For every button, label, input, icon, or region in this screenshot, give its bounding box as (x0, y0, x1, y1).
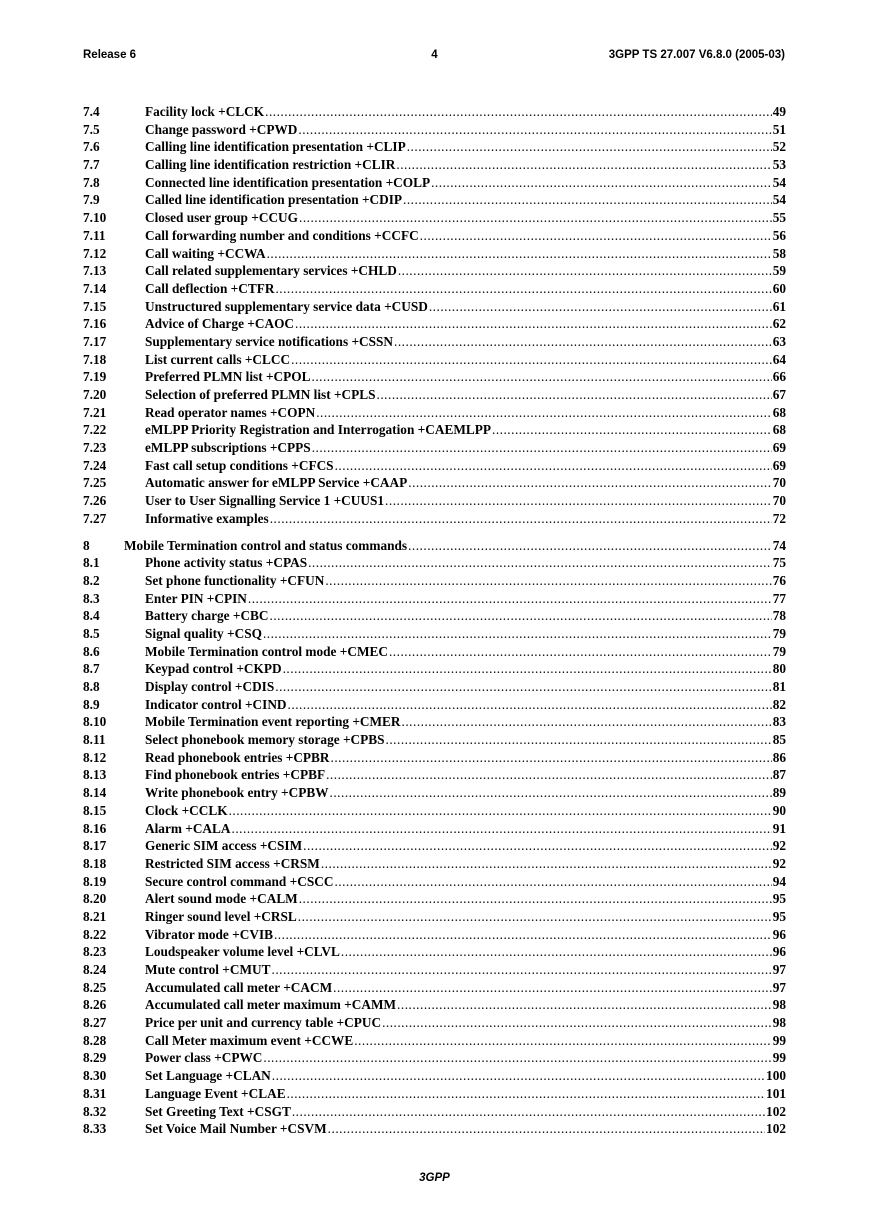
toc-entry-title: Mobile Termination control and status commands (124, 537, 408, 553)
toc-entry-title: Call deflection +CTFR (145, 280, 275, 296)
toc-dot-leader (312, 439, 772, 457)
toc-dot-leader (265, 103, 772, 121)
toc-entry-page: 92 (772, 855, 786, 871)
toc-entry-number: 8.32 (83, 1103, 107, 1119)
toc-entry-number: 8.27 (83, 1015, 107, 1031)
toc-entry-number: 8.4 (83, 608, 100, 624)
toc-entry[interactable] (83, 873, 786, 891)
toc-entry[interactable] (83, 572, 786, 590)
toc-entry-page: 70 (772, 475, 786, 491)
toc-entry-page: 52 (772, 139, 786, 155)
toc-entry-page: 91 (772, 820, 786, 836)
toc-entry-page: 96 (772, 944, 786, 960)
toc-entry[interactable] (83, 802, 786, 820)
table-of-contents (83, 103, 786, 1138)
toc-entry[interactable] (83, 749, 786, 767)
toc-entry[interactable] (83, 386, 786, 404)
toc-entry-page: 89 (772, 785, 786, 801)
toc-dot-leader (394, 333, 772, 351)
toc-entry-page: 59 (772, 263, 786, 279)
toc-entry-number: 8 (83, 537, 90, 553)
toc-entry-number: 8.28 (83, 1032, 107, 1048)
toc-entry-title: Display control +CDIS (145, 679, 275, 694)
toc-entry-title: Language Event +CLAE (145, 1085, 286, 1101)
toc-dot-leader (407, 138, 772, 156)
toc-entry-page: 102 (766, 1121, 786, 1137)
toc-dot-leader (403, 191, 772, 209)
toc-entry[interactable] (83, 607, 786, 625)
toc-entry-title: Mobile Termination event reporting +CMER (145, 714, 401, 730)
toc-dot-leader (270, 510, 772, 528)
toc-entry-title: Loudspeaker volume level +CLVL (145, 944, 340, 960)
toc-entry-page: 49 (772, 104, 786, 119)
toc-entry-title: List current calls +CLCC (145, 351, 291, 367)
toc-entry-number: 7.4 (83, 104, 100, 119)
toc-entry-page: 51 (772, 121, 786, 137)
toc-entry[interactable] (83, 590, 786, 608)
toc-dot-leader (341, 943, 772, 961)
toc-entry-number: 8.26 (83, 997, 107, 1013)
toc-dot-leader (291, 351, 772, 369)
toc-entry-number: 8.3 (83, 590, 100, 606)
toc-entry-title: Enter PIN +CPIN (145, 590, 247, 606)
toc-entry-page: 78 (772, 608, 786, 624)
toc-entry-page: 96 (772, 926, 786, 942)
toc-dot-leader (292, 1103, 765, 1121)
toc-dot-leader (267, 245, 772, 263)
toc-entry-title: Find phonebook entries +CPBF (145, 767, 326, 783)
toc-dot-leader (377, 386, 772, 404)
toc-dot-leader (408, 474, 771, 492)
toc-entry[interactable] (83, 855, 786, 873)
toc-entry-title: Accumulated call meter +CACM (145, 979, 333, 995)
toc-entry-page: 98 (772, 1015, 786, 1031)
toc-entry-page: 102 (766, 1103, 786, 1119)
toc-entry-title: Closed user group +CCUG (145, 210, 298, 226)
toc-dot-leader (335, 457, 772, 475)
toc-entry[interactable] (83, 554, 786, 572)
toc-entry-number: 7.24 (83, 457, 107, 473)
toc-entry-title: Preferred PLMN list +CPOL (145, 369, 311, 385)
toc-entry[interactable] (83, 731, 786, 749)
toc-entry[interactable] (83, 492, 786, 510)
toc-entry-number: 8.15 (83, 802, 107, 818)
toc-entry-title: Secure control command +CSCC (145, 873, 334, 889)
toc-entry-number: 8.29 (83, 1050, 107, 1066)
toc-entry-page: 68 (772, 404, 786, 420)
toc-entry-number: 8.24 (83, 962, 107, 977)
toc-entry[interactable] (83, 510, 786, 528)
toc-dot-leader (288, 696, 772, 714)
toc-entry[interactable] (83, 138, 786, 156)
toc-entry-title: Facility lock +CLCK (145, 104, 265, 119)
toc-entry-title: Keypad control +CKPD (145, 661, 282, 677)
toc-entry-number: 8.33 (83, 1121, 107, 1137)
toc-dot-leader (389, 643, 772, 661)
toc-entry[interactable] (83, 103, 786, 121)
toc-entry-title: Write phonebook entry +CPBW (145, 785, 329, 801)
toc-entry-page: 69 (772, 440, 786, 456)
toc-dot-leader (330, 784, 772, 802)
toc-entry-title: Informative examples (145, 510, 269, 526)
toc-entry-number: 8.20 (83, 891, 107, 907)
toc-entry[interactable] (83, 121, 786, 139)
toc-entry-number: 7.10 (83, 210, 107, 226)
toc-entry[interactable] (83, 421, 786, 439)
toc-entry-number: 8.18 (83, 855, 107, 871)
header-spec-id: 3GPP TS 27.007 V6.8.0 (2005-03) (608, 49, 785, 61)
toc-dot-leader (386, 731, 772, 749)
toc-entry[interactable] (83, 227, 786, 245)
toc-entry-title: Fast call setup conditions +CFCS (145, 457, 334, 473)
toc-entry-title: Set Language +CLAN (145, 1068, 271, 1084)
toc-entry[interactable] (83, 625, 786, 643)
toc-entry[interactable] (83, 908, 786, 926)
toc-entry[interactable] (83, 280, 786, 298)
toc-dot-leader (232, 820, 772, 838)
toc-dot-leader (308, 554, 772, 572)
toc-entry-page: 86 (772, 749, 786, 765)
toc-entry-number: 7.12 (83, 245, 107, 261)
toc-entry-number: 7.20 (83, 387, 107, 402)
toc-entry-number: 7.15 (83, 298, 107, 314)
toc-entry-title: Select phonebook memory storage +CPBS (145, 732, 385, 748)
toc-entry-page: 54 (772, 192, 786, 208)
toc-entry-number: 8.16 (83, 820, 107, 836)
toc-entry-page: 70 (772, 493, 786, 509)
toc-entry-page: 100 (766, 1068, 786, 1084)
toc-dot-leader (398, 262, 772, 280)
toc-entry[interactable] (83, 837, 786, 855)
toc-entry-number: 7.22 (83, 422, 107, 438)
toc-entry-page: 74 (772, 537, 786, 553)
toc-dot-leader (283, 660, 772, 678)
toc-entry-number: 8.17 (83, 838, 107, 854)
toc-entry-title: Read operator names +COPN (145, 404, 316, 420)
toc-entry-page: 60 (772, 280, 786, 296)
toc-dot-leader (354, 1032, 771, 1050)
toc-entry-title: Phone activity status +CPAS (145, 555, 308, 571)
toc-entry[interactable] (83, 696, 786, 714)
toc-entry-page: 75 (772, 555, 786, 571)
toc-entry-number: 8.31 (83, 1085, 107, 1101)
toc-entry-title: Vibrator mode +CVIB (145, 926, 273, 942)
toc-entry-title: Signal quality +CSQ (145, 625, 262, 641)
toc-dot-leader (420, 227, 772, 245)
toc-entry-title: Change password +CPWD (145, 121, 298, 137)
toc-entry-title: Generic SIM access +CSIM (145, 838, 303, 854)
toc-entry-number: 7.19 (83, 369, 107, 385)
toc-entry-title: Indicator control +CIND (145, 696, 287, 712)
toc-entry-title: Call waiting +CCWA (145, 245, 266, 261)
toc-dot-leader (274, 926, 772, 944)
toc-entry-page: 67 (772, 387, 786, 402)
toc-entry-title: Call related supplementary services +CHLD (145, 263, 397, 279)
header-page-number: 4 (431, 49, 438, 61)
toc-entry-title: Selection of preferred PLMN list +CPLS (145, 387, 376, 402)
toc-entry-number: 8.1 (83, 555, 100, 571)
toc-entry-number: 8.6 (83, 643, 100, 659)
toc-entry-page: 85 (772, 732, 786, 748)
toc-dot-leader (396, 156, 771, 174)
toc-entry[interactable] (83, 457, 786, 475)
toc-entry-title: Clock +CCLK (145, 802, 228, 818)
toc-entry[interactable] (83, 820, 786, 838)
toc-entry-title: Ringer sound level +CRSL (145, 908, 297, 924)
toc-entry[interactable] (83, 784, 786, 802)
toc-entry[interactable] (83, 1085, 786, 1103)
toc-dot-leader (275, 280, 771, 298)
toc-entry[interactable] (83, 439, 786, 457)
toc-entry[interactable] (83, 713, 786, 731)
toc-entry[interactable] (83, 979, 786, 997)
toc-entry-title: Automatic answer for eMLPP Service +CAAP (145, 475, 408, 491)
toc-entry-page: 66 (772, 369, 786, 385)
toc-entry-page: 94 (772, 873, 786, 889)
toc-dot-leader (328, 1120, 765, 1138)
toc-entry-page: 83 (772, 714, 786, 730)
toc-entry-number: 7.6 (83, 139, 100, 155)
toc-dot-leader (272, 961, 772, 979)
toc-entry-page: 55 (772, 210, 786, 226)
toc-entry-number: 7.26 (83, 493, 107, 509)
toc-entry[interactable] (83, 1067, 786, 1085)
toc-dot-leader (263, 1049, 771, 1067)
toc-entry[interactable] (83, 996, 786, 1014)
toc-entry-page: 69 (772, 457, 786, 473)
toc-entry-title: Set Greeting Text +CSGT (145, 1103, 291, 1119)
toc-entry[interactable] (83, 1032, 786, 1050)
toc-dot-leader (299, 209, 772, 227)
toc-entry-title: eMLPP subscriptions +CPPS (145, 440, 311, 456)
toc-entry-page: 90 (772, 802, 786, 818)
toc-entry-title: Set Voice Mail Number +CSVM (145, 1121, 327, 1137)
toc-entry-number: 8.19 (83, 873, 107, 889)
toc-dot-leader (397, 996, 772, 1014)
toc-entry[interactable] (83, 298, 786, 316)
toc-entry-title: eMLPP Priority Registration and Interrogation +CAEMLPP (145, 422, 491, 438)
toc-entry[interactable] (83, 1049, 786, 1067)
toc-dot-leader (248, 590, 772, 608)
toc-entry-page: 98 (772, 997, 786, 1013)
toc-dot-leader (331, 749, 772, 767)
toc-dot-leader (316, 404, 772, 422)
toc-dot-leader (295, 315, 772, 333)
toc-dot-leader (303, 837, 772, 855)
toc-dot-leader (402, 713, 772, 731)
toc-entry-page: 95 (772, 891, 786, 907)
toc-entry-title: Mute control +CMUT (145, 962, 271, 977)
toc-dot-leader (298, 121, 771, 139)
toc-entry-number: 7.8 (83, 174, 100, 190)
toc-entry[interactable] (83, 368, 786, 386)
toc-entry-number: 8.9 (83, 696, 100, 712)
toc-entry[interactable] (83, 351, 786, 369)
toc-entry-page: 64 (772, 351, 786, 367)
toc-entry-page: 62 (772, 316, 786, 332)
toc-entry-page: 79 (772, 643, 786, 659)
toc-dot-leader (312, 368, 772, 386)
toc-entry-title: Read phonebook entries +CPBR (145, 749, 330, 765)
toc-entry-page: 99 (772, 1050, 786, 1066)
toc-entry-page: 63 (772, 333, 786, 349)
toc-entry-title: Alert sound mode +CALM (145, 891, 298, 907)
toc-entry[interactable] (83, 315, 786, 333)
toc-entry-title: Battery charge +CBC (145, 608, 269, 624)
toc-entry-title: Set phone functionality +CFUN (145, 572, 325, 588)
toc-dot-leader (298, 908, 772, 926)
toc-entry-page: 97 (772, 979, 786, 995)
toc-entry[interactable] (83, 766, 786, 784)
toc-entry-number: 8.12 (83, 749, 107, 765)
toc-entry-page: 101 (766, 1085, 786, 1101)
toc-entry-page: 87 (772, 767, 786, 783)
toc-entry-title: Supplementary service notifications +CSSN (145, 333, 394, 349)
toc-entry-number: 7.18 (83, 351, 107, 367)
toc-entry-page: 95 (772, 908, 786, 924)
toc-entry[interactable] (83, 660, 786, 678)
toc-dot-leader (299, 890, 772, 908)
toc-dot-leader (263, 625, 772, 643)
toc-entry-page: 58 (772, 245, 786, 261)
toc-entry-title: Unstructured supplementary service data +CUSD (145, 298, 428, 314)
toc-entry-number: 7.7 (83, 157, 100, 173)
footer-3gpp: 3GPP (419, 1172, 450, 1184)
toc-dot-leader (431, 174, 772, 192)
toc-entry-number: 7.27 (83, 510, 107, 526)
toc-entry-page: 56 (772, 227, 786, 243)
toc-entry-page: 79 (772, 625, 786, 641)
toc-entry-number: 8.13 (83, 767, 107, 783)
toc-entry-number: 7.23 (83, 440, 107, 456)
toc-entry-number: 8.30 (83, 1068, 107, 1084)
toc-entry-number: 8.7 (83, 661, 100, 677)
toc-entry-number: 7.21 (83, 404, 107, 420)
toc-entry[interactable] (83, 191, 786, 209)
header-release: Release 6 (83, 49, 137, 61)
toc-entry-number: 8.8 (83, 679, 100, 694)
toc-entry-title: Power class +CPWC (145, 1050, 263, 1066)
toc-entry-number: 8.21 (83, 908, 107, 924)
toc-dot-leader (287, 1085, 765, 1103)
toc-entry[interactable] (83, 1014, 786, 1032)
toc-entry-page: 80 (772, 661, 786, 677)
toc-entry[interactable] (83, 209, 786, 227)
toc-entry-number: 8.23 (83, 944, 107, 960)
toc-entry[interactable] (83, 926, 786, 944)
toc-entry-title: Advice of Charge +CAOC (145, 316, 295, 332)
toc-entry-title: Call forwarding number and conditions +CCFC (145, 227, 419, 243)
toc-entry-title: Restricted SIM access +CRSM (145, 855, 320, 871)
toc-entry-page: 76 (772, 572, 786, 588)
toc-clause-entry[interactable] (83, 537, 786, 555)
toc-entry-page: 82 (772, 696, 786, 712)
toc-entry-number: 7.25 (83, 475, 107, 491)
toc-entry[interactable] (83, 156, 786, 174)
toc-entry-number: 7.14 (83, 280, 107, 296)
toc-dot-leader (429, 298, 772, 316)
toc-entry-number: 7.16 (83, 316, 107, 332)
toc-entry-page: 92 (772, 838, 786, 854)
toc-entry-title: Alarm +CALA (145, 820, 231, 836)
toc-entry-number: 7.13 (83, 263, 107, 279)
toc-entry-number: 8.10 (83, 714, 107, 730)
toc-dot-leader (229, 802, 772, 820)
toc-dot-leader (275, 678, 771, 696)
toc-entry-page: 53 (772, 157, 786, 173)
toc-dot-leader (492, 421, 772, 439)
toc-dot-leader (385, 492, 772, 510)
toc-entry-number: 8.11 (83, 732, 106, 748)
toc-entry[interactable] (83, 174, 786, 192)
toc-entry[interactable] (83, 890, 786, 908)
toc-entry-page: 97 (772, 962, 786, 977)
toc-dot-leader (333, 979, 772, 997)
toc-dot-leader (321, 855, 772, 873)
toc-entry-title: Calling line identification presentation +CLIP (145, 139, 406, 155)
toc-entry-number: 8.25 (83, 979, 107, 995)
toc-entry-page: 72 (772, 510, 786, 526)
toc-entry-number: 8.22 (83, 926, 107, 942)
toc-dot-leader (334, 873, 771, 891)
toc-entry-page: 54 (772, 174, 786, 190)
toc-entry-title: User to User Signalling Service 1 +CUUS1 (145, 493, 385, 509)
toc-entry-number: 7.11 (83, 227, 106, 243)
toc-dot-leader (272, 1067, 765, 1085)
toc-entry-page: 77 (772, 590, 786, 606)
toc-entry-page: 61 (772, 298, 786, 314)
toc-entry-number: 7.5 (83, 121, 100, 137)
toc-entry-number: 7.17 (83, 333, 107, 349)
toc-entry-number: 8.5 (83, 625, 100, 641)
toc-entry[interactable] (83, 1103, 786, 1121)
toc-dot-leader (270, 607, 772, 625)
toc-entry-page: 81 (772, 679, 786, 694)
toc-entry-page: 68 (772, 422, 786, 438)
toc-entry-title: Connected line identification presentation +COLP (145, 174, 431, 190)
toc-entry[interactable] (83, 474, 786, 492)
toc-entry[interactable] (83, 404, 786, 422)
toc-entry[interactable] (83, 943, 786, 961)
toc-dot-leader (325, 572, 771, 590)
toc-entry[interactable] (83, 643, 786, 661)
toc-entry[interactable] (83, 333, 786, 351)
toc-entry-title: Price per unit and currency table +CPUC (145, 1015, 382, 1031)
toc-entry-number: 8.2 (83, 572, 100, 588)
toc-entry-page: 99 (772, 1032, 786, 1048)
toc-entry-title: Called line identification presentation +CDIP (145, 192, 403, 208)
toc-dot-leader (382, 1014, 772, 1032)
toc-entry[interactable] (83, 961, 786, 979)
toc-entry-title: Calling line identification restriction +CLIR (145, 157, 396, 173)
toc-dot-leader (408, 537, 772, 555)
toc-entry[interactable] (83, 1120, 786, 1138)
toc-dot-leader (326, 766, 772, 784)
toc-entry-number: 8.14 (83, 785, 107, 801)
toc-entry-number: 7.9 (83, 192, 100, 208)
toc-entry-title: Mobile Termination control mode +CMEC (145, 643, 388, 659)
toc-entry[interactable] (83, 678, 786, 696)
toc-entry[interactable] (83, 262, 786, 280)
toc-entry[interactable] (83, 245, 786, 263)
toc-entry-title: Accumulated call meter maximum +CAMM (145, 997, 397, 1013)
toc-entry-title: Call Meter maximum event +CCWE (145, 1032, 354, 1048)
